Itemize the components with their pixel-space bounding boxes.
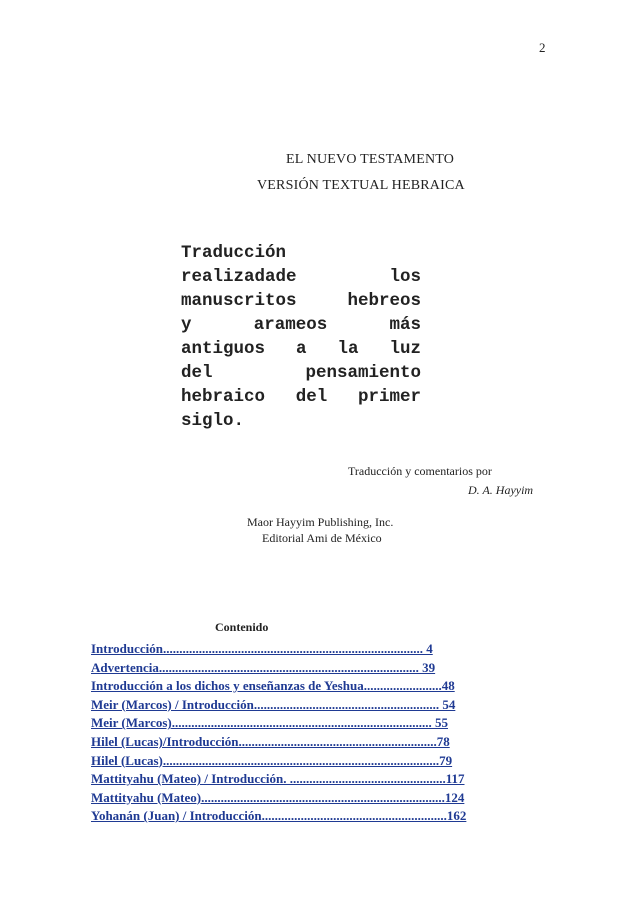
credits-label: Traducción y comentarios por — [348, 464, 492, 478]
contents-heading: Contenido — [215, 620, 269, 634]
description-word: manuscritos — [181, 291, 297, 311]
author-name: D. A. Hayyim — [468, 483, 534, 497]
description-word: del — [181, 363, 213, 383]
description-word: del — [295, 387, 328, 407]
document-subtitle: VERSIÓN TEXTUAL HEBRAICA — [257, 178, 465, 193]
description-word: arameos — [253, 315, 328, 335]
description-word: más — [389, 315, 421, 335]
toc-link-juan-introduccion[interactable]: Yohanán (Juan) / Introducción.........................................................162 — [91, 808, 467, 824]
toc-link-introduccion[interactable]: Introducción................................................................................ 4 — [91, 641, 433, 656]
description-line — [181, 337, 421, 361]
description-line — [181, 409, 421, 433]
toc-link-marcos[interactable]: Meir (Marcos)................................................................................ 55 — [91, 715, 448, 731]
description-line — [181, 313, 421, 337]
toc-link-introduccion-yeshua[interactable]: Introducción a los dichos y enseñanzas de Yeshua........................48 — [91, 678, 455, 694]
description-word: Traducción — [181, 243, 287, 263]
toc-link-advertencia[interactable]: Advertencia................................................................................ 39 — [91, 659, 436, 675]
description-line — [181, 361, 421, 385]
translation-description — [181, 241, 421, 433]
description-word: la — [337, 339, 359, 359]
description-word: luz — [389, 339, 421, 359]
toc-link-mateo[interactable]: Mattityahu (Mateo)...........................................................................124 — [91, 789, 465, 805]
publisher-name: Maor Hayyim Publishing, Inc. — [247, 515, 394, 529]
toc-link-marcos-introduccion[interactable]: Meir (Marcos) / Introducción......................................................... 54 — [91, 696, 456, 712]
description-word: pensamiento — [305, 363, 421, 383]
description-word: realizadade — [181, 267, 297, 287]
description-line — [181, 241, 421, 265]
description-word: siglo. — [181, 411, 245, 431]
toc-link-lucas-introduccion[interactable]: Hilel (Lucas)/Introducción.............................................................78 — [91, 733, 450, 749]
description-word: los — [389, 267, 421, 287]
toc-link-mateo-introduccion[interactable]: Mattityahu (Mateo) / Introducción. ................................................117 — [91, 771, 465, 787]
publisher-imprint: Editorial Ami de México — [262, 531, 382, 545]
description-line — [181, 289, 421, 313]
description-word: y — [181, 315, 192, 335]
description-line — [181, 385, 421, 409]
description-line — [181, 265, 421, 289]
description-word: primer — [357, 387, 421, 407]
toc-link-lucas[interactable]: Hilel (Lucas).....................................................................................79 — [91, 752, 453, 768]
document-title: EL NUEVO TESTAMENTO — [286, 152, 455, 167]
description-word: hebraico — [181, 387, 266, 407]
table-of-contents — [91, 640, 541, 826]
page-number: 2 — [539, 40, 546, 55]
description-word: hebreos — [347, 291, 421, 311]
description-word: antiguos — [181, 339, 266, 359]
description-word: a — [295, 339, 307, 359]
